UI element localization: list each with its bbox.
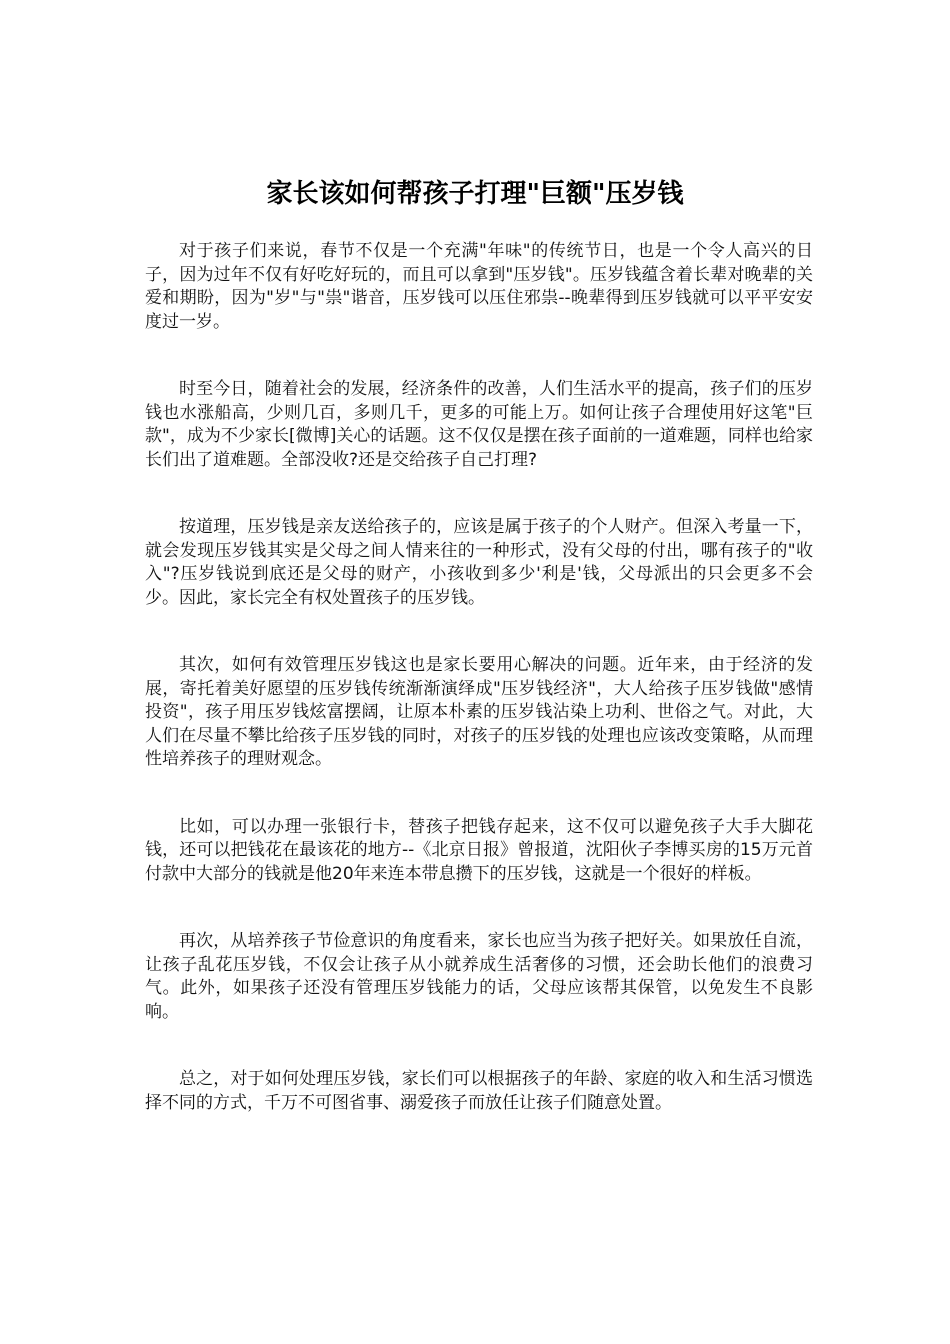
- paragraph-2: 时至今日，随着社会的发展，经济条件的改善，人们生活水平的提高，孩子们的压岁钱也水涨船高，少则几百，多则几千，更多的可能上万。如何让孩子合理使用好这笔"巨款"，成为不少家长[微博]关心的话题。这不仅仅是摆在孩子面前的一道难题，同样也给家长们出了道难题。全部没收?还是交给孩子自己打理?: [145, 379, 813, 470]
- paragraph-4: 其次，如何有效管理压岁钱这也是家长要用心解决的问题。近年来，由于经济的发展，寄托着美好愿望的压岁钱传统渐渐演绎成"压岁钱经济"，大人给孩子压岁钱做"感情投资"，孩子用压岁钱炫富摆阔，让原本朴素的压岁钱沾染上功利、世俗之气。对此，大人们在尽量不攀比给孩子压岁钱的同时，对孩子的压岁钱的处理也应该改变策略，从而理性培养孩子的理财观念。: [145, 655, 813, 769]
- document-title: 家长该如何帮孩子打理"巨额"压岁钱: [266, 179, 684, 209]
- paragraph-6: 再次，从培养孩子节俭意识的角度看来，家长也应当为孩子把好关。如果放任自流，让孩子乱花压岁钱，不仅会让孩子从小就养成生活奢侈的习惯，还会助长他们的浪费习气。此外，如果孩子还没有管理压岁钱能力的话，父母应该帮其保管，以免发生不良影响。: [145, 931, 813, 1022]
- paragraph-1: 对于孩子们来说，春节不仅是一个充满"年味"的传统节日，也是一个令人高兴的日子，因为过年不仅有好吃好玩的，而且可以拿到"压岁钱"。压岁钱蕴含着长辈对晚辈的关爱和期盼，因为"岁"与"祟"谐音，压岁钱可以压住邪祟--晚辈得到压岁钱就可以平平安安度过一岁。: [145, 241, 813, 332]
- paragraph-7: 总之，对于如何处理压岁钱，家长们可以根据孩子的年龄、家庭的收入和生活习惯选择不同的方式，千万不可图省事、溺爱孩子而放任让孩子们随意处置。: [145, 1069, 813, 1113]
- paragraph-3: 按道理，压岁钱是亲友送给孩子的，应该是属于孩子的个人财产。但深入考量一下，就会发现压岁钱其实是父母之间人情来往的一种形式，没有父母的付出，哪有孩子的"收入"?压岁钱说到底还是父母的财产，小孩收到多少'利是'钱，父母派出的只会更多不会少。因此，家长完全有权处置孩子的压岁钱。: [145, 517, 813, 608]
- paragraph-5: 比如，可以办理一张银行卡，替孩子把钱存起来，这不仅可以避免孩子大手大脚花钱，还可以把钱花在最该花的地方--《北京日报》曾报道，沈阳伙子李博买房的15万元首付款中大部分的钱就是他20年来连本带息攒下的压岁钱，这就是一个很好的样板。: [145, 816, 813, 884]
- document-body: [145, 240, 813, 1159]
